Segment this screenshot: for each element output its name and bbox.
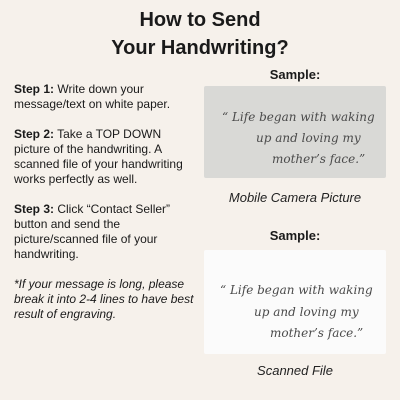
sample-label-1: Sample: bbox=[269, 67, 321, 82]
handwriting-sample-mobile bbox=[204, 86, 386, 178]
step-3-text: Click “Contact Seller” button and send the picture/scanned file of your handwriting. bbox=[14, 202, 171, 261]
step-3-label: Step 3: bbox=[14, 202, 55, 216]
title-line-1: How to Send bbox=[139, 9, 261, 31]
handwriting-line: “ Life began with waking bbox=[220, 283, 373, 297]
instructions bbox=[14, 82, 200, 322]
sample-image-mobile bbox=[204, 86, 386, 178]
page-title bbox=[0, 6, 400, 62]
handwriting-sample-scanned bbox=[204, 250, 386, 354]
caption-scanned: Scanned File bbox=[257, 363, 333, 378]
handwriting-line: up and loving my bbox=[256, 131, 361, 145]
title-line-2: Your Handwriting? bbox=[111, 37, 289, 59]
step-2 bbox=[14, 127, 200, 187]
step-1-text: Write down your message/text on white paper. bbox=[14, 82, 171, 111]
long-message-note: *If your message is long, please break it into 2-4 lines to have best result of engraving. bbox=[14, 277, 194, 321]
handwriting-line: up and loving my bbox=[254, 305, 359, 319]
handwriting-line: “ Life began with waking bbox=[222, 110, 375, 124]
step-1-label: Step 1: bbox=[14, 82, 55, 96]
handwriting-line: mother’s face.” bbox=[272, 152, 366, 166]
caption-mobile: Mobile Camera Picture bbox=[228, 190, 362, 205]
sample-label-2: Sample: bbox=[269, 228, 321, 243]
step-1 bbox=[14, 82, 200, 112]
step-2-text: Take a TOP DOWN picture of the handwriting. A scanned file of your handwriting works perfectly as well. bbox=[14, 127, 183, 186]
step-2-label: Step 2: bbox=[14, 127, 55, 141]
sample-image-scanned bbox=[204, 250, 386, 354]
step-3 bbox=[14, 202, 200, 262]
handwriting-line: mother’s face.” bbox=[270, 326, 364, 340]
